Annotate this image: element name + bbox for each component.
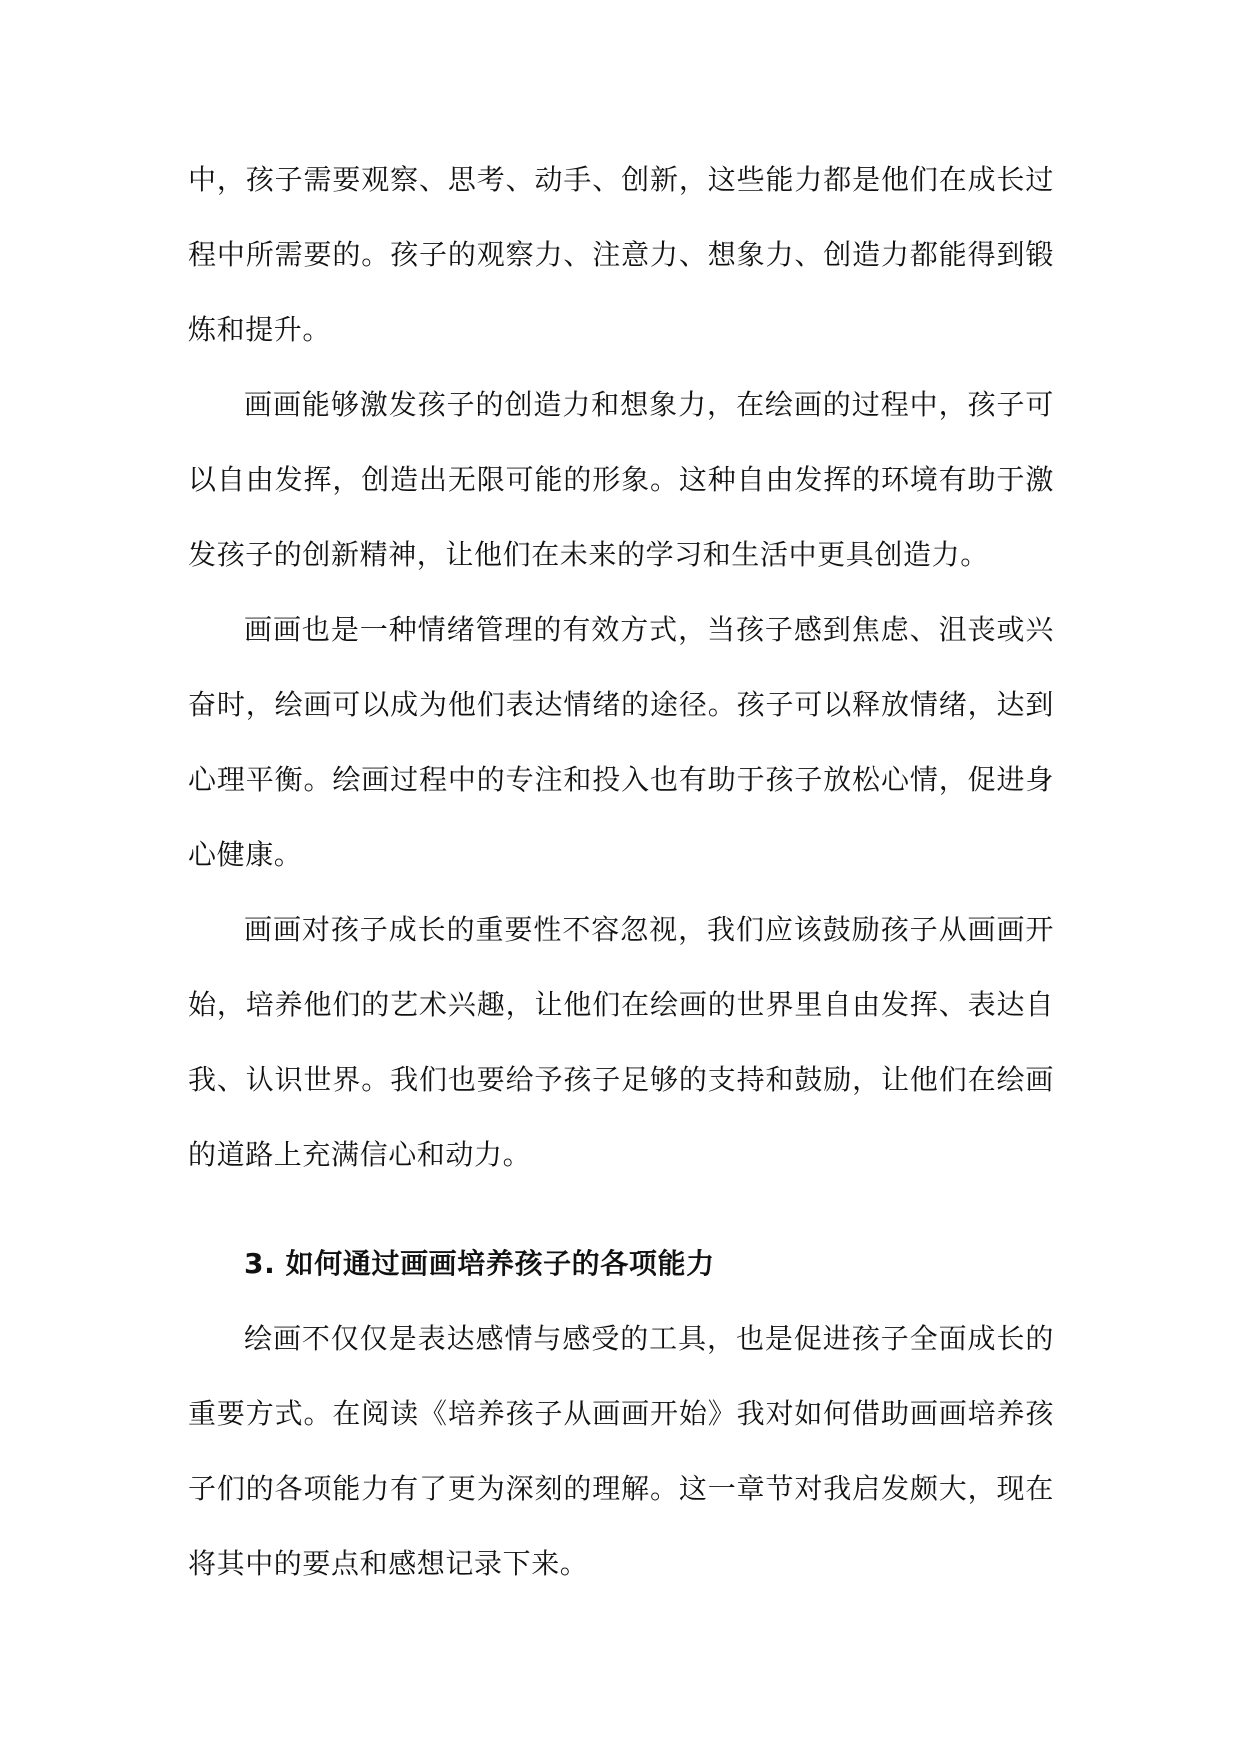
- paragraph-creativity: 画画能够激发孩子的创造力和想象力，在绘画的过程中，孩子可以自由发挥，创造出无限可能的形象。这种自由发挥的环境有助于激发孩子的创新精神，让他们在未来的学习和生活中更具创造力。: [188, 388, 1054, 571]
- paragraph-continuation: 中，孩子需要观察、思考、动手、创新，这些能力都是他们在成长过程中所需要的。孩子的观察力、注意力、想象力、创造力都能得到锻炼和提升。: [188, 163, 1054, 346]
- paragraph-section-intro: 绘画不仅仅是表达感情与感受的工具，也是促进孩子全面成长的重要方式。在阅读《培养孩子从画画开始》我对如何借助画画培养孩子们的各项能力有了更为深刻的理解。这一章节对我启发颇大，现在将其中的要点和感想记录下来。: [188, 1322, 1054, 1580]
- paragraph-emotion: 画画也是一种情绪管理的有效方式，当孩子感到焦虑、沮丧或兴奋时，绘画可以成为他们表达情绪的途径。孩子可以释放情绪，达到心理平衡。绘画过程中的专注和投入也有助于孩子放松心情，促进身心健康。: [188, 613, 1054, 871]
- section-heading: 3. 如何通过画画培养孩子的各项能力: [244, 1247, 715, 1280]
- paragraph-importance: 画画对孩子成长的重要性不容忽视，我们应该鼓励孩子从画画开始，培养他们的艺术兴趣，让他们在绘画的世界里自由发挥、表达自我、认识世界。我们也要给予孩子足够的支持和鼓励，让他们在绘画的道路上充满信心和动力。: [188, 913, 1054, 1171]
- document-body: [188, 142, 1054, 1601]
